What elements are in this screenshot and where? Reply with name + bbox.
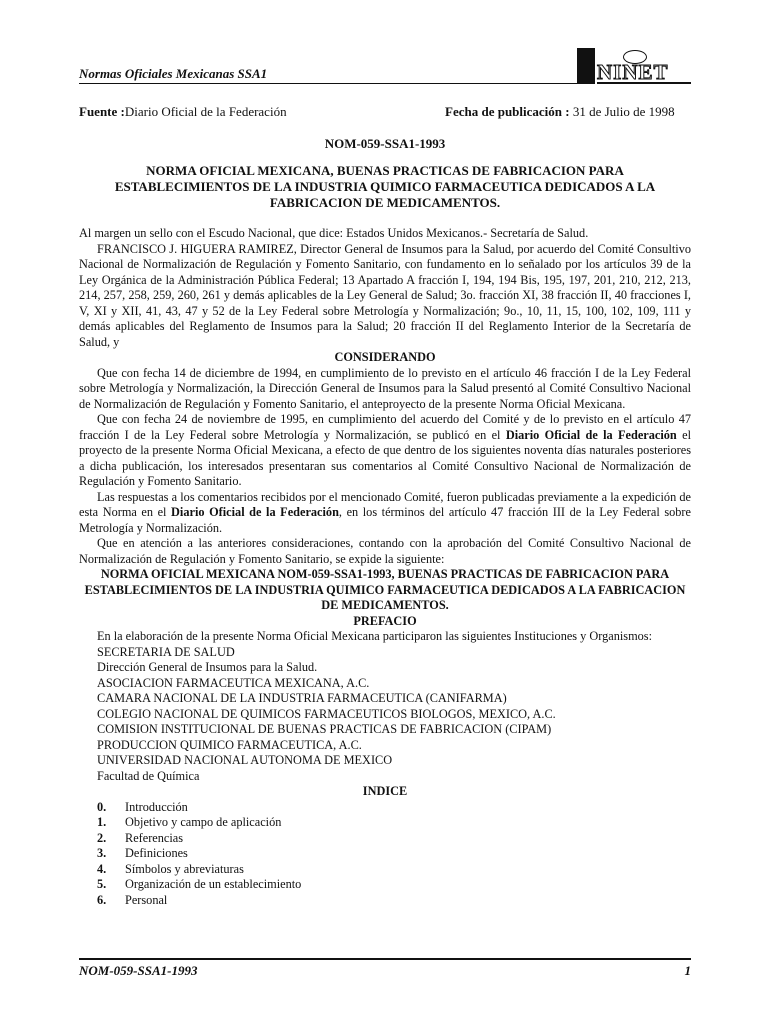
index-label: Introducción [125,799,188,814]
paragraph-atencion: Que en atención a las anteriores consideraciones, contando con la aprobación del Comité Consultivo Nacional de Normalización de Regulación y Fomento Sanitario, se expide la siguiente: [79,536,691,566]
list-item: Dirección General de Insumos para la Salud. [97,660,318,674]
bold-segment: Diario Oficial de la Federación [171,505,339,519]
logo-underline [597,82,691,84]
date-label: Fecha de publicación : [445,104,570,119]
list-item: SECRETARIA DE SALUD [97,644,235,659]
index-number: 6. [97,892,107,907]
index-item [79,893,691,909]
logo-text: NINET [597,60,669,84]
source-value: Diario Oficial de la Federación [124,104,287,119]
index-item [79,846,691,862]
index-item [79,800,691,816]
index-item [79,877,691,893]
logo-u-mark [577,48,595,84]
list-item: CAMARA NACIONAL DE LA INDUSTRIA FARMACEUTICA (CANIFARMA) [97,691,507,705]
text-segment: Las respuestas a los comentarios recibidos por el mencionado Comité, fueron publicadas previamente a la expedición de esta Norma en el [79,489,691,519]
index-number: 0. [97,799,107,814]
paragraph-francisco: FRANCISCO J. HIGUERA RAMIREZ, Director General de Insumos para la Salud, por acuerdo del Comité Consultivo Nacional de Normalización de Regulación y Fomento Sanitario, con fundamento en lo señalado por los artículos 39 de la Ley Orgánica de la Administración Pública Federal; 13 Apartado A fracción I, 194, 194 Bis, 195, 197, 201, 210, 212, 213, 214, 257, 258, 259, 260, 261 y demás aplicables de la Ley General de Salud; 3o. fracción XI, 38 fracción II, 40 fracciones I, V, XI y XII, 41, 43, 47 y 52 de la Ley Federal sobre Metrología y Normalización; 9o., 10, 11, 15, 100, 102, 109, 111 y demás aplicables del Reglamento de Insumos para la Salud; 20 fracción II del Reglamento Interior de la Secretaría de Salud, y [79,241,691,349]
list-item: UNIVERSIDAD NACIONAL AUTONOMA DE MEXICO [97,753,393,767]
index-list [79,800,691,909]
index-number: 5. [97,877,107,891]
index-label: Referencias [125,830,184,845]
paragraph-respuestas [79,490,691,537]
index-item [79,862,691,878]
list-item: COLEGIO NACIONAL DE QUIMICOS FARMACEUTICOS BIOLOGOS, MEXICO, A.C. [97,706,556,721]
text-segment: Que con fecha 24 de noviembre de 1995, en cumplimiento del acuerdo del Comité y de lo previsto en el artículo 47 fracción I de la Ley Federal sobre Metrología y Normalización, se publicó en el [79,412,691,442]
document-body [79,226,691,908]
footer-rule [79,958,691,960]
index-item [79,831,691,847]
bold-segment: Diario Oficial de la Federación [505,427,677,442]
index-item [79,815,691,831]
index-number: 1. [97,815,107,829]
source [79,104,287,120]
index-label: Definiciones [125,846,188,860]
heading-prefacio: PREFACIO [353,613,417,628]
margin-note: Al margen un sello con el Escudo Nacional, que dice: Estados Unidos Mexicanos.- Secretaría de Salud. [79,226,589,240]
index-label: Organización de un establecimiento [125,877,302,891]
text-segment: el proyecto de la presente Norma Oficial Mexicana, a efecto de que dentro de los siguientes noventa días naturales posteriores a dicha publicación, los interesados presentaran sus comentarios al Comité Consultivo Nacional de Normalización de Regulación y Fomento Sanitario. [79,427,691,488]
list-item: Facultad de Química [97,768,200,783]
index-label: Objetivo y campo de aplicación [125,815,282,829]
source-label: Fuente : [79,104,125,119]
text-segment: , en los términos del artículo 47 fracción III de la Ley Federal sobre Metrología y Normalización. [79,505,691,535]
index-label: Símbolos y abreviaturas [125,861,244,876]
date-value: 31 de Julio de 1998 [572,104,675,119]
list-item: ASOCIACION FARMACEUTICA MEXICANA, A.C. [97,675,370,690]
document-title: NORMA OFICIAL MEXICANA, BUENAS PRACTICAS DE FABRICACION PARA ESTABLECIMIENTOS DE LA INDUSTRIA QUIMICO FARMACEUTICA DEDICADOS A LA FABRICACION DE MEDICAMENTOS. [114,163,656,210]
publication-date [445,104,675,120]
paragraph-1995 [79,412,691,490]
uninet-logo [577,48,691,86]
paragraph-1994: Que con fecha 14 de diciembre de 1994, en cumplimiento de lo previsto en el artículo 46 fracción I de la Ley Federal sobre Metrología y Normalización, la Dirección General de Insumos para la Salud presentó al Comité Consultivo Nacional de Normalización de Regulación y Fomento Sanitario, el anteproyecto de la presente Norma Oficial Mexicana. [79,365,691,411]
heading-indice: INDICE [362,784,408,798]
index-number: 3. [97,846,107,860]
page-header [79,46,691,86]
series-title: Normas Oficiales Mexicanas SSA1 [79,66,268,81]
index-label: Personal [125,892,168,907]
list-item: COMISION INSTITUCIONAL DE BUENAS PRACTICAS DE FABRICACION (CIPAM) [97,722,552,736]
header-rule [79,83,579,84]
index-number: 4. [97,861,107,876]
document-code: NOM-059-SSA1-1993 [324,136,446,151]
footer-code: NOM-059-SSA1-1993 [79,963,198,978]
list-item: PRODUCCION QUIMICO FARMACEUTICA, A.C. [97,737,362,752]
norm-title: NORMA OFICIAL MEXICANA NOM-059-SSA1-1993, BUENAS PRACTICAS DE FABRICACION PARA ESTABLECIMIENTOS DE LA INDUSTRIA QUIMICO FARMACEUTICA DEDICADOS A LA FABRICACION DE MEDICAMENTOS. [84,567,686,612]
paragraph-elaboracion: En la elaboración de la presente Norma Oficial Mexicana participaron las siguientes Instituciones y Organismos: [97,629,653,643]
heading-considerando: CONSIDERANDO [334,350,436,364]
index-number: 2. [97,830,107,845]
page-number: 1 [684,963,691,978]
organizations-list [79,645,691,785]
